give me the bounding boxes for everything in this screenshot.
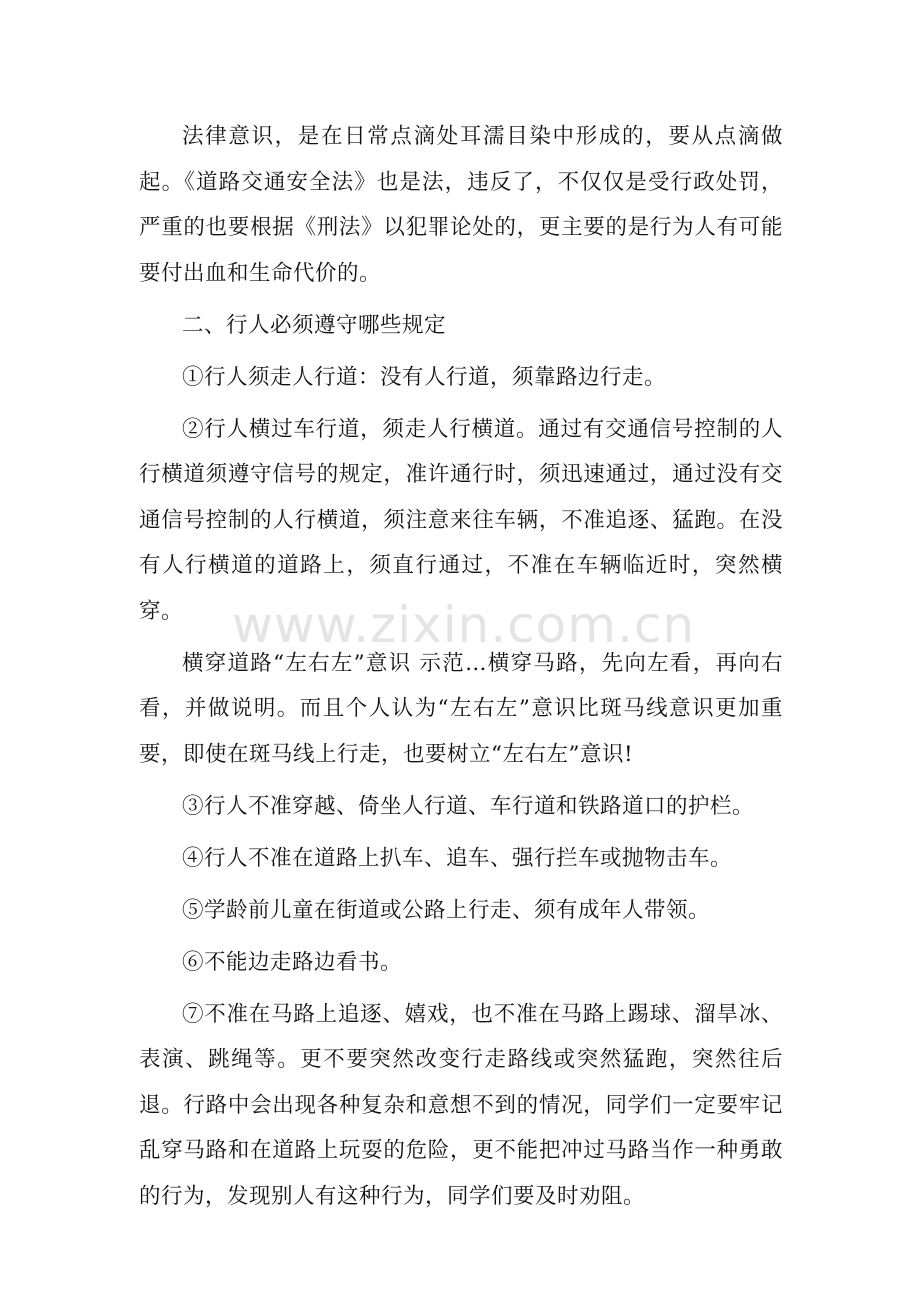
section-heading-pedestrian-rules: 二、行人必须遵守哪些规定 xyxy=(182,312,447,338)
rule-4-vehicles: ④行人不准在道路上扒车、追车、强行拦车或抛物击车。 xyxy=(182,845,733,871)
rule-1-sidewalk: ①行人须走人行道：没有人行道，须靠路边行走。 xyxy=(182,364,667,390)
paragraph-left-right-left: 横穿道路“左右左”意识 示范…横穿马路，先向左看，再向右看，并做说明。而且个人认为“左右左”意识比斑马线意识更加重要，即使在斑马线上行走，也要树立“左右左”意识! xyxy=(139,650,783,767)
rule-7-playing: ⑦不准在马路上追逐、嬉戏，也不准在马路上踢球、溜旱冰、表演、跳绳等。更不要突然改变行走路线或突然猛跑，突然往后退。行路中会出现各种复杂和意想不到的情况，同学们一定要牢记乱穿马路和在道路上玩耍的危险，更不能把冲过马路当作一种勇敢的行为，发现别人有这种行为，同学们要及时劝阻。 xyxy=(139,1001,783,1209)
rule-3-railings: ③行人不准穿越、倚坐人行道、车行道和铁路道口的护栏。 xyxy=(182,793,755,819)
rule-2-crosswalk: ②行人横过车行道，须走人行横道。通过有交通信号控制的人行横道须遵守信号的规定，准许通行时，须迅速通过，通过没有交通信号控制的人行横道，须注意来往车辆，不准追逐、猛跑。在没有人行横道的道路上，须直行通过，不准在车辆临近时，突然横穿。 xyxy=(139,416,783,624)
watermark-text: www.zixin.com.cn xyxy=(232,596,696,654)
rule-5-children: ⑤学龄前儿童在街道或公路上行走、须有成年人带领。 xyxy=(182,897,711,923)
document-body xyxy=(139,114,783,1226)
rule-6-reading: ⑥不能边走路边看书。 xyxy=(182,949,403,975)
paragraph-legal-awareness: 法律意识，是在日常点滴处耳濡目染中形成的，要从点滴做起。《道路交通安全法》也是法，违反了，不仅仅是受行政处罚，严重的也要根据《刑法》以犯罪论处的，更主要的是行为人有可能要付出血和生命代价的。 xyxy=(139,124,783,286)
